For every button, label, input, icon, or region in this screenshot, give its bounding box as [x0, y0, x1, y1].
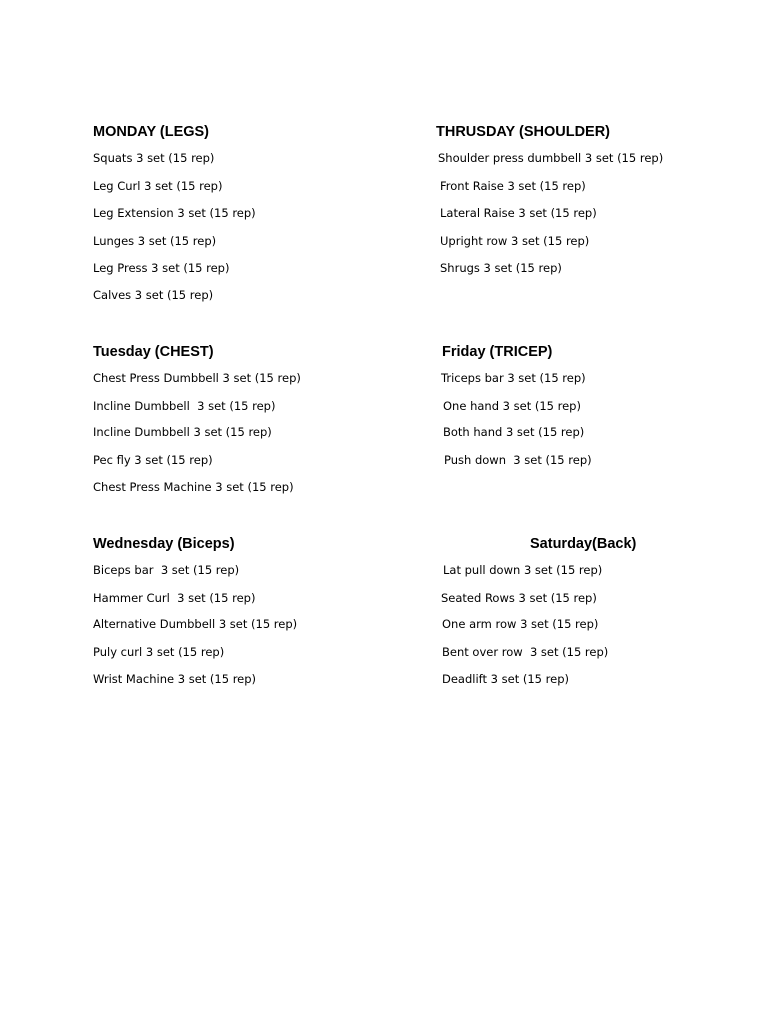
list-item: Lunges 3 set (15 rep): [93, 234, 217, 248]
list-item: One hand 3 set (15 rep): [443, 399, 581, 413]
list-item: Push down 3 set (15 rep): [444, 453, 592, 467]
list-item: Incline Dumbbell 3 set (15 rep): [93, 425, 272, 439]
list-item: Lat pull down 3 set (15 rep): [443, 563, 603, 577]
list-item: Seated Rows 3 set (15 rep): [441, 591, 597, 605]
list-item: Chest Press Machine 3 set (15 rep): [93, 480, 294, 494]
list-item: Alternative Dumbbell 3 set (15 rep): [93, 617, 298, 631]
list-item: Shoulder press dumbbell 3 set (15 rep): [438, 151, 664, 165]
list-item: Leg Curl 3 set (15 rep): [93, 179, 223, 193]
list-item: Bent over row 3 set (15 rep): [442, 645, 609, 659]
list-item: Leg Press 3 set (15 rep): [93, 261, 230, 275]
list-item: Biceps bar 3 set (15 rep): [93, 563, 240, 577]
list-item: Lateral Raise 3 set (15 rep): [440, 206, 597, 220]
list-item: Shrugs 3 set (15 rep): [440, 261, 562, 275]
list-item: One arm row 3 set (15 rep): [442, 617, 599, 631]
list-item: Upright row 3 set (15 rep): [440, 234, 590, 248]
friday-heading: Friday (TRICEP): [442, 344, 553, 360]
saturday-heading: Saturday(Back): [530, 536, 637, 552]
list-item: Pec fly 3 set (15 rep): [93, 453, 213, 467]
list-item: Both hand 3 set (15 rep): [443, 425, 585, 439]
list-item: Leg Extension 3 set (15 rep): [93, 206, 256, 220]
list-item: Incline Dumbbell 3 set (15 rep): [93, 399, 276, 413]
list-item: Calves 3 set (15 rep): [93, 288, 214, 302]
list-item: Puly curl 3 set (15 rep): [93, 645, 225, 659]
list-item: Triceps bar 3 set (15 rep): [441, 371, 586, 385]
list-item: Hammer Curl 3 set (15 rep): [93, 591, 256, 605]
tuesday-heading: Tuesday (CHEST): [93, 344, 214, 360]
list-item: Deadlift 3 set (15 rep): [442, 672, 569, 686]
wednesday-heading: Wednesday (Biceps): [93, 536, 235, 552]
list-item: Wrist Machine 3 set (15 rep): [93, 672, 257, 686]
list-item: Front Raise 3 set (15 rep): [440, 179, 586, 193]
thursday-heading: THRUSDAY (SHOULDER): [436, 124, 611, 140]
monday-heading: MONDAY (LEGS): [93, 124, 210, 140]
list-item: Chest Press Dumbbell 3 set (15 rep): [93, 371, 301, 385]
list-item: Squats 3 set (15 rep): [93, 151, 215, 165]
